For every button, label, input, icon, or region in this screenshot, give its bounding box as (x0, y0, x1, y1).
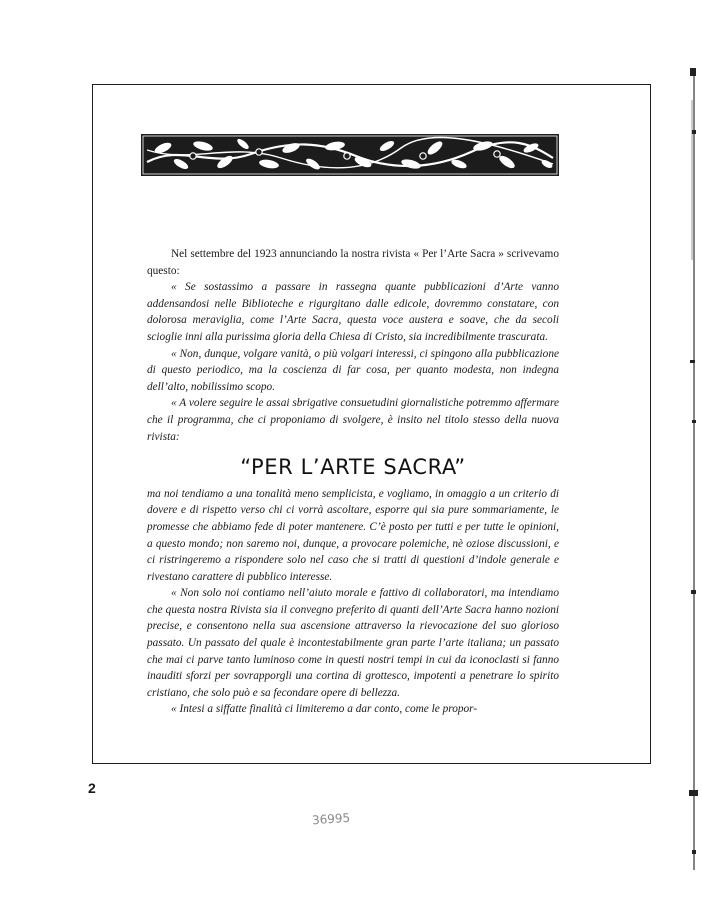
journal-title-heading: “PER L’ARTE SACRA” (240, 455, 466, 480)
paragraph-quote-2: « Non, dunque, volgare vanità, o più volgari interessi, ci spingono alla pubblicazione di questo periodico, ma la coscienza di far cosa, per quanto modesta, non indegna dell’alto, nobilissimo scopo. (147, 347, 559, 393)
article-body (147, 246, 559, 718)
page-number: 2 (88, 780, 96, 796)
binding-edge-decoration (680, 60, 700, 880)
paragraph-quote-3: « A volere seguire le assai sbrigative consuetudini giornalistiche potremmo affermare che il programma, che ci proponiamo di svolgere, è insito nel titolo stesso della nuova rivista: (147, 397, 559, 443)
paragraph-intro: Nel settembre del 1923 annunciando la nostra rivista « Per l’Arte Sacra » scrivevamo questo: (147, 248, 559, 277)
paragraph-quote-1: « Se sostassimo a passare in rassegna quante pubblicazioni d’Arte vanno addensandosi nelle Biblioteche e rigurgitano dalle edicole, dovremmo constatare, con dolorosa meraviglia, come l’Arte Sacra, questa voce austera e soave, che da secoli scioglie inni alla purissima gloria della Chiesa di Cristo, sia incredibilmente trascurata. (147, 281, 559, 343)
paragraph-continuation: ma noi tendiamo a una tonalità meno semplicista, e vogliamo, in omaggio a un criterio di dovere e di rispetto verso chi ci vorrà ascoltare, esporre qui sia pure sommariamente, le promesse che abbiamo fede di poter mantenere. C’è posto per tutti e per tutte le opinioni, a questo mondo; non saremo noi, dunque, a provocare polemiche, nè oziose discussioni, e ci ristringeremo a rispondere solo nel caso che si tratti di questioni d’indole generale e rivestano carattere di pubblico interesse. (147, 487, 559, 583)
paragraph-quote-4: « Non solo noi contiamo nell’aiuto morale e fattivo di collaboratori, ma intendiamo che questa nostra Rivista sia il convegno preferito di quanti dell’Arte Sacra hanno nozioni precise, e consentono nella sua ascensione attraverso la rievocazione del suo glorioso passato. Un passato del quale è incontestabilmente gran parte l’arte italiana; un passato che mai ci parve tanto luminoso come in questi nostri tempi in cui da iconoclasti si fanno inauditi sforzi per sovrapporgli una cortina di grottesco, impotenti a penetrare lo spirito cristiano, che solo può e sa fecondare opere di bellezza. (147, 587, 559, 699)
handwritten-catalog-mark: 36995 (311, 810, 351, 828)
paragraph-quote-5: « Intesi a siffatte finalità ci limiteremo a dar conto, come le propor- (171, 703, 478, 716)
decorative-leaf-banner (141, 134, 559, 176)
